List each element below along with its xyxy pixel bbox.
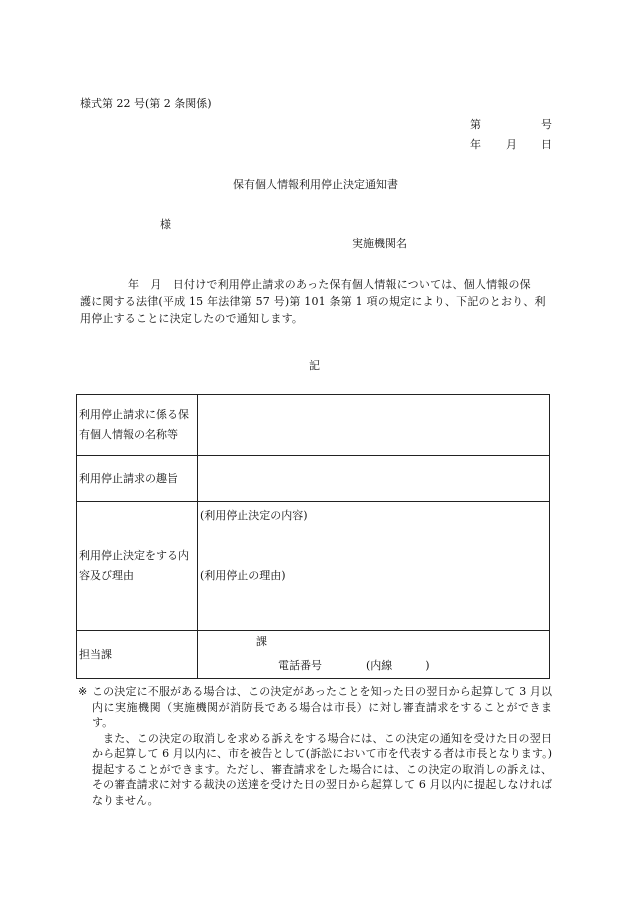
row1-label-line2: 有個人情報の名称等 [79,428,178,441]
decision-content-label: (利用停止決定の内容) [200,509,308,522]
table-row [77,502,550,631]
decision-reason-label: (利用停止の理由) [200,569,286,582]
body-text [80,276,550,327]
department-label: 課 [256,635,267,648]
doc-no-prefix: 第 [470,118,481,131]
recipient-suffix: 様 [160,218,171,231]
note-1: この決定に不服がある場合は、この決定があったことを知った日の翌日から起算して 3 月以内に実施機関（実施機関が消防長である場合は市長）に対し審査請求をすることができます。 [92,685,552,729]
note-2: また、この決定の取消しを求める訴えをする場合には、この決定の通知を受けた日の翌日から起算して 6 月以内に、市を被告として(訴訟において市を代表する者は市長となります。)提起することができます。ただし、審査請求をした場合には、この決定の取消しの訴えは、その審査請求に対する裁決の送達を受けた日の翌日から起算して 6 月以内に提起しなければなりません。 [92,731,552,807]
row2-value[interactable] [198,456,550,502]
notes [78,684,552,808]
row1-value[interactable] [198,395,550,456]
body-line-2: 護に関する法律(平成 15 年法律第 57 号)第 101 条第 1 項の規定により、下記のとおり、利 [80,295,546,308]
note-mark: ※ [78,685,88,698]
extension-label: (内線 ) [366,659,430,672]
decision-table [76,394,550,679]
date-year: 年 [470,138,481,151]
row3-label-line1: 利用停止決定をする内 [79,549,189,562]
doc-no-suffix: 号 [541,118,552,131]
row3-value[interactable] [198,502,550,631]
row4-label: 担当課 [77,631,198,679]
body-line-1: 年 月 日付けで利用停止請求のあった保有個人情報については、個人情報の保 [128,278,531,291]
date-month: 月 [506,138,517,151]
ki-heading: 記 [309,359,320,372]
table-row [77,456,550,502]
row2-label: 利用停止請求の趣旨 [77,456,198,502]
row1-label [77,395,198,456]
row4-value [198,631,550,679]
form-number: 様式第 22 号(第 2 条関係) [80,97,212,110]
body-line-3: 用停止することに決定したので通知します。 [80,312,304,325]
table-row [77,631,550,679]
table-row [77,395,550,456]
issuer-name: 実施機関名 [352,237,407,250]
document-title: 保有個人情報利用停止決定通知書 [233,178,398,191]
row3-label [77,502,198,631]
row1-label-line1: 利用停止請求に係る保 [79,408,189,421]
row3-label-line2: 容及び理由 [79,569,134,582]
phone-label: 電話番号 [278,659,322,672]
date-day: 日 [541,138,552,151]
